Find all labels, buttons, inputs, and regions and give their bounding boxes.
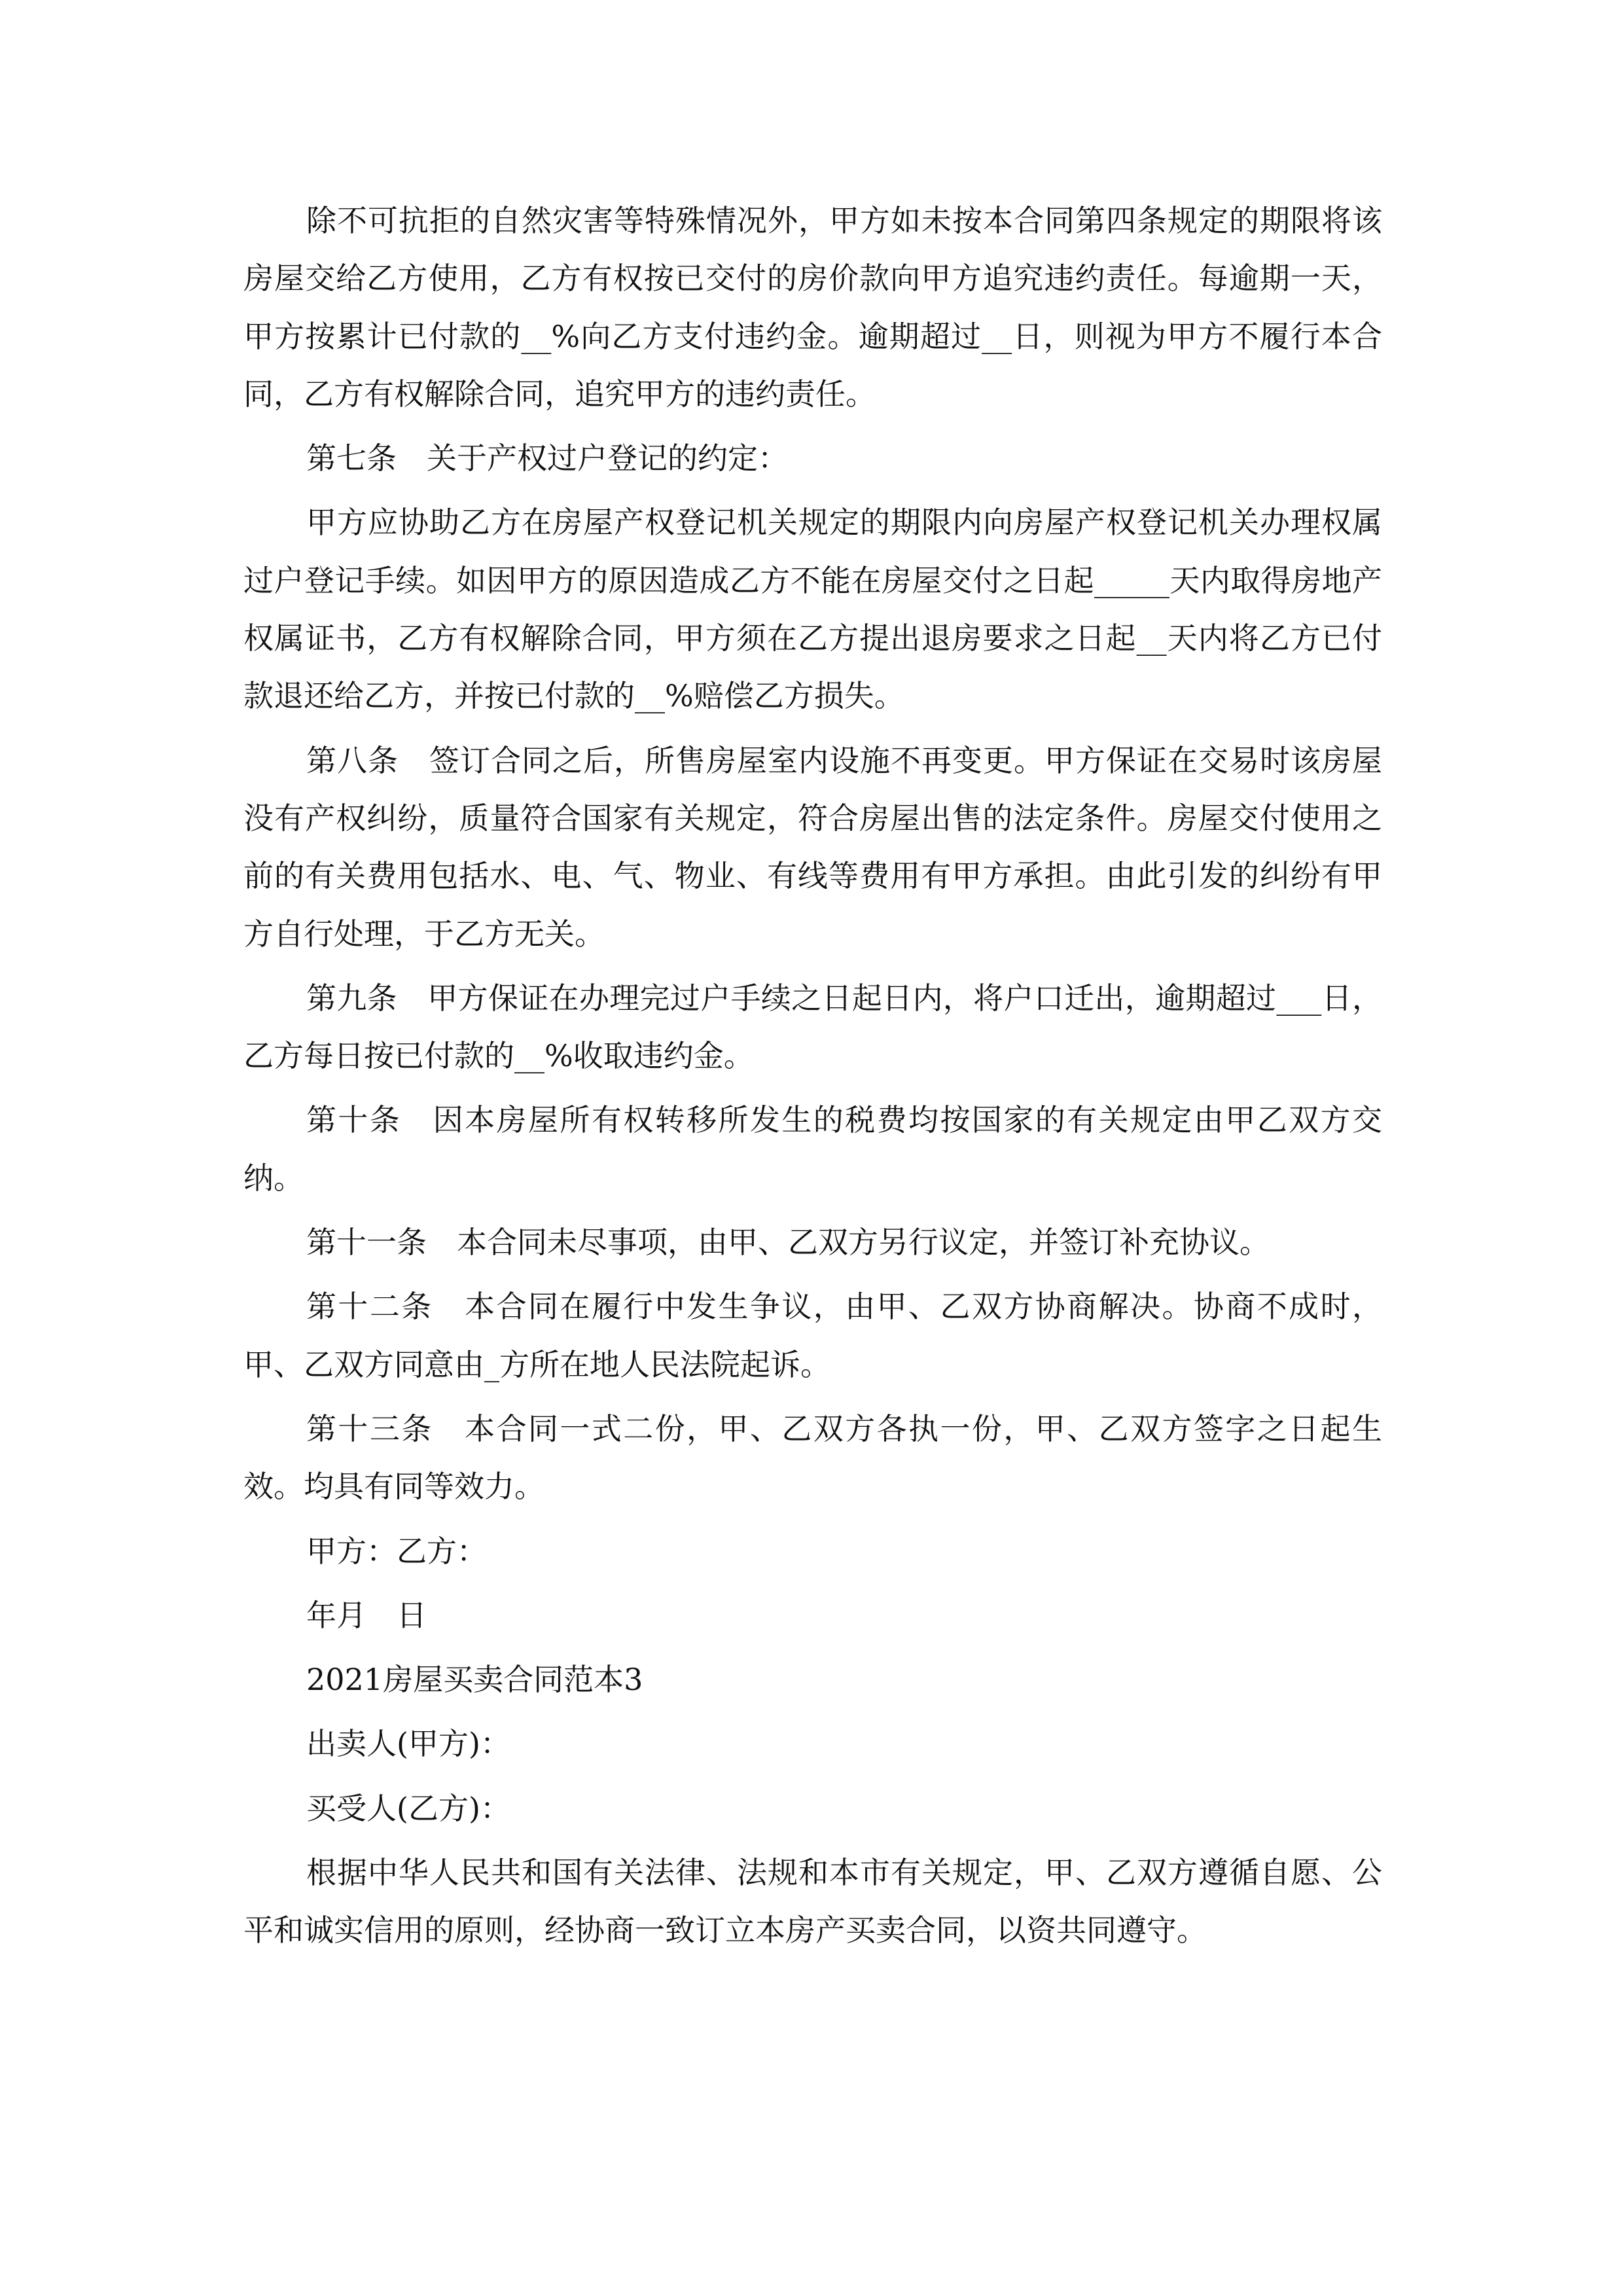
paragraph-title-transfer: 甲方应协助乙方在房屋产权登记机关规定的期限内向房屋产权登记机关办理权属过户登记手续。如因甲方的原因造成乙方不能在房屋交付之日起_____天内取得房地产权属证书，乙方有权解除合同，甲方须在乙方提出退房要求之日起__天内将乙方已付款退还给乙方，并按已付款的__%赔偿乙方损失。 — [243, 505, 1382, 714]
article-7-heading: 第七条 关于产权过户登记的约定： — [306, 440, 788, 476]
seller-line: 出卖人(甲方)： — [306, 1726, 510, 1762]
contract-preamble: 根据中华人民共和国有关法律、法规和本市有关规定，甲、乙双方遵循自愿、公平和诚实信用的原则，经协商一致订立本房产买卖合同，以资共同遵守。 — [243, 1855, 1382, 1948]
article-9: 第九条 甲方保证在办理完过户手续之日起日内，将户口迁出，逾期超过___日，乙方每日按已付款的__%收取违约金。 — [243, 980, 1382, 1074]
article-11: 第十一条 本合同未尽事项，由甲、乙双方另行议定，并签订补充协议。 — [306, 1225, 1270, 1261]
buyer-line: 买受人(乙方)： — [306, 1790, 510, 1826]
article-13: 第十三条 本合同一式二份，甲、乙双方各执一份，甲、乙双方签字之日起生效。均具有同等效力。 — [243, 1410, 1382, 1505]
signature-parties: 甲方：乙方： — [306, 1533, 487, 1569]
article-12: 第十二条 本合同在履行中发生争议，由甲、乙双方协商解决。协商不成时，甲、乙双方同意由_方所在地人民法院起诉。 — [243, 1289, 1382, 1382]
contract-template-title: 2021房屋买卖合同范本3 — [306, 1662, 643, 1698]
paragraph-breach-delivery: 除不可抗拒的自然灾害等特殊情况外，甲方如未按本合同第四条规定的期限将该房屋交给乙方使用，乙方有权按已交付的房价款向甲方追究违约责任。每逾期一天，甲方按累计已付款的__%向乙方支付违约金。逾期超过__日，则视为甲方不履行本合同，乙方有权解除合同，追究甲方的违约责任。 — [243, 203, 1382, 412]
article-8: 第八条 签订合同之后，所售房屋室内设施不再变更。甲方保证在交易时该房屋没有产权纠纷，质量符合国家有关规定，符合房屋出售的法定条件。房屋交付使用之前的有关费用包括水、电、气、物业、有线等费用有甲方承担。由此引发的纠纷有甲方自行处理，于乙方无关。 — [243, 742, 1382, 952]
article-10: 第十条 因本房屋所有权转移所发生的税费均按国家的有关规定由甲乙双方交纳。 — [243, 1102, 1382, 1196]
signature-date: 年月 日 — [306, 1597, 427, 1633]
document-body — [243, 192, 1382, 1966]
